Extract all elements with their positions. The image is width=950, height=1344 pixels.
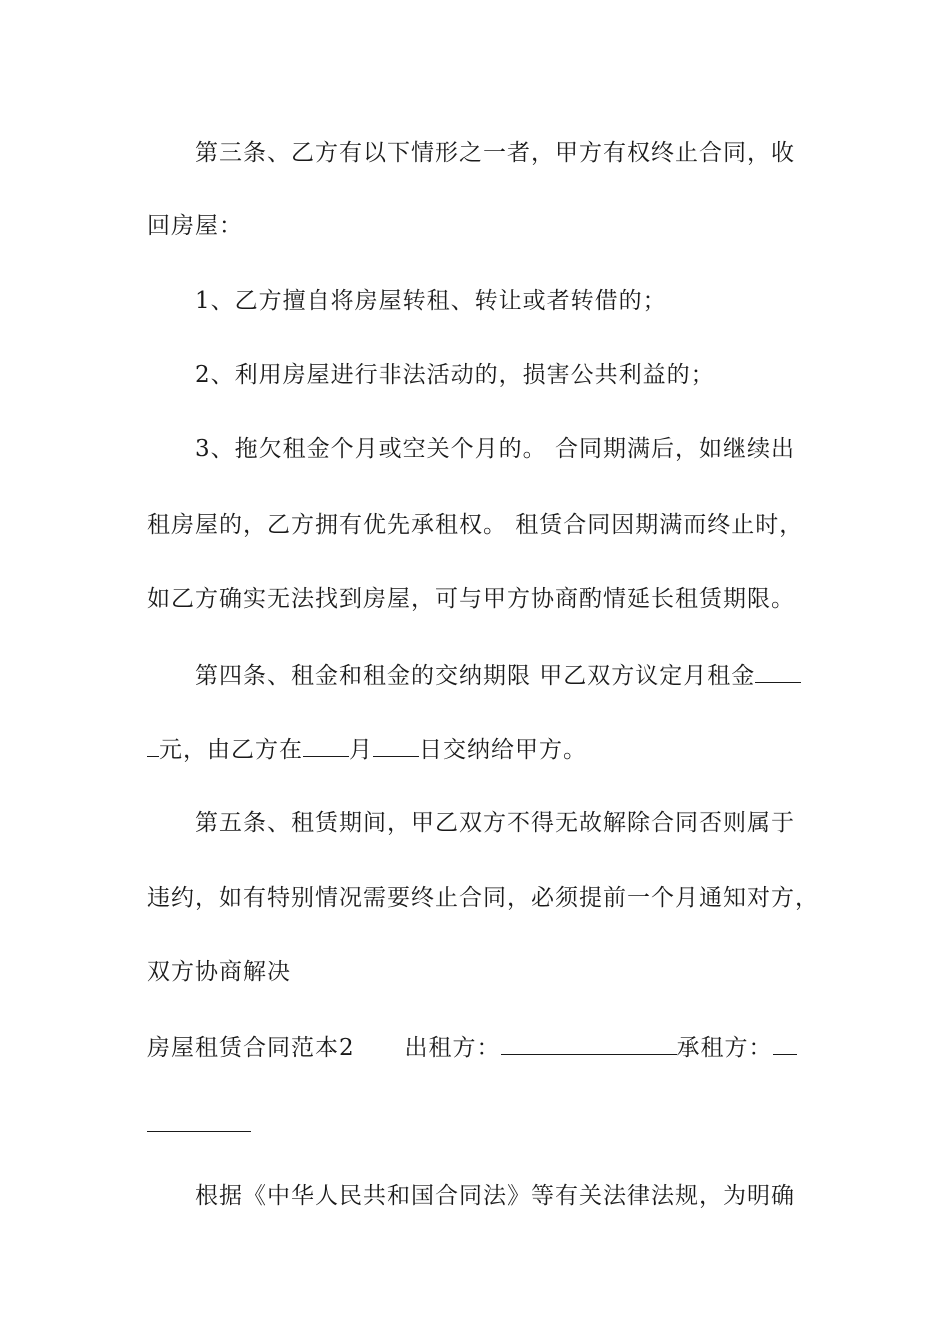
blank-month: [303, 734, 349, 757]
preamble-line1: 根据《中华人民共和国合同法》等有关法律法规，为明确: [195, 1183, 795, 1209]
blank-rent-amount: [755, 660, 801, 683]
clause4-line1: [195, 660, 817, 691]
clause4-line2-c: 日交纳给甲方。: [419, 737, 587, 763]
clause5-line1: 第五条、租赁期间，甲乙双方不得无故解除合同否则属于: [195, 810, 795, 836]
clause3-item3-line2: 租房屋的，乙方拥有优先承租权。 租赁合同因期满而终止时，: [147, 512, 804, 538]
blank-lessee-continuation: [147, 1131, 251, 1132]
clause5-line2: 违约，如有特别情况需要终止合同，必须提前一个月通知对方，: [147, 885, 819, 911]
clause3-item3-line1: 3、拖欠租金个月或空关个月的。 合同期满后，如继续出: [195, 436, 795, 462]
clause4-line2: [147, 734, 817, 765]
clause4-line2-b: 月: [349, 737, 373, 763]
clause3-item2: 2、利用房屋进行非法活动的，损害公共利益的；: [195, 362, 715, 388]
clause4-line1-text: 第四条、租金和租金的交纳期限 甲乙双方议定月租金: [195, 663, 756, 689]
blank-lessor: [501, 1032, 677, 1055]
clause5-line3: 双方协商解决: [147, 959, 291, 985]
blank-day: [373, 734, 419, 757]
lessee-label: 承租方：: [676, 1035, 773, 1061]
blank-rent-amount-tail: [147, 734, 159, 757]
blank-lessee: [773, 1032, 797, 1055]
template2-line: [147, 1032, 817, 1063]
template2-title: 房屋租赁合同范本2: [147, 1035, 355, 1061]
clause3-item3-line3: 如乙方确实无法找到房屋，可与甲方协商酌情延长租赁期限。: [147, 586, 795, 612]
clause3-line2: 回房屋：: [147, 213, 243, 239]
spacer: [355, 1035, 405, 1061]
clause3-item1: 1、乙方擅自将房屋转租、转让或者转借的；: [195, 288, 667, 314]
clause4-line2-a: 元，由乙方在: [159, 737, 303, 763]
lessor-label: 出租方：: [404, 1035, 501, 1061]
clause3-line1: 第三条、乙方有以下情形之一者，甲方有权终止合同，收: [195, 140, 795, 166]
